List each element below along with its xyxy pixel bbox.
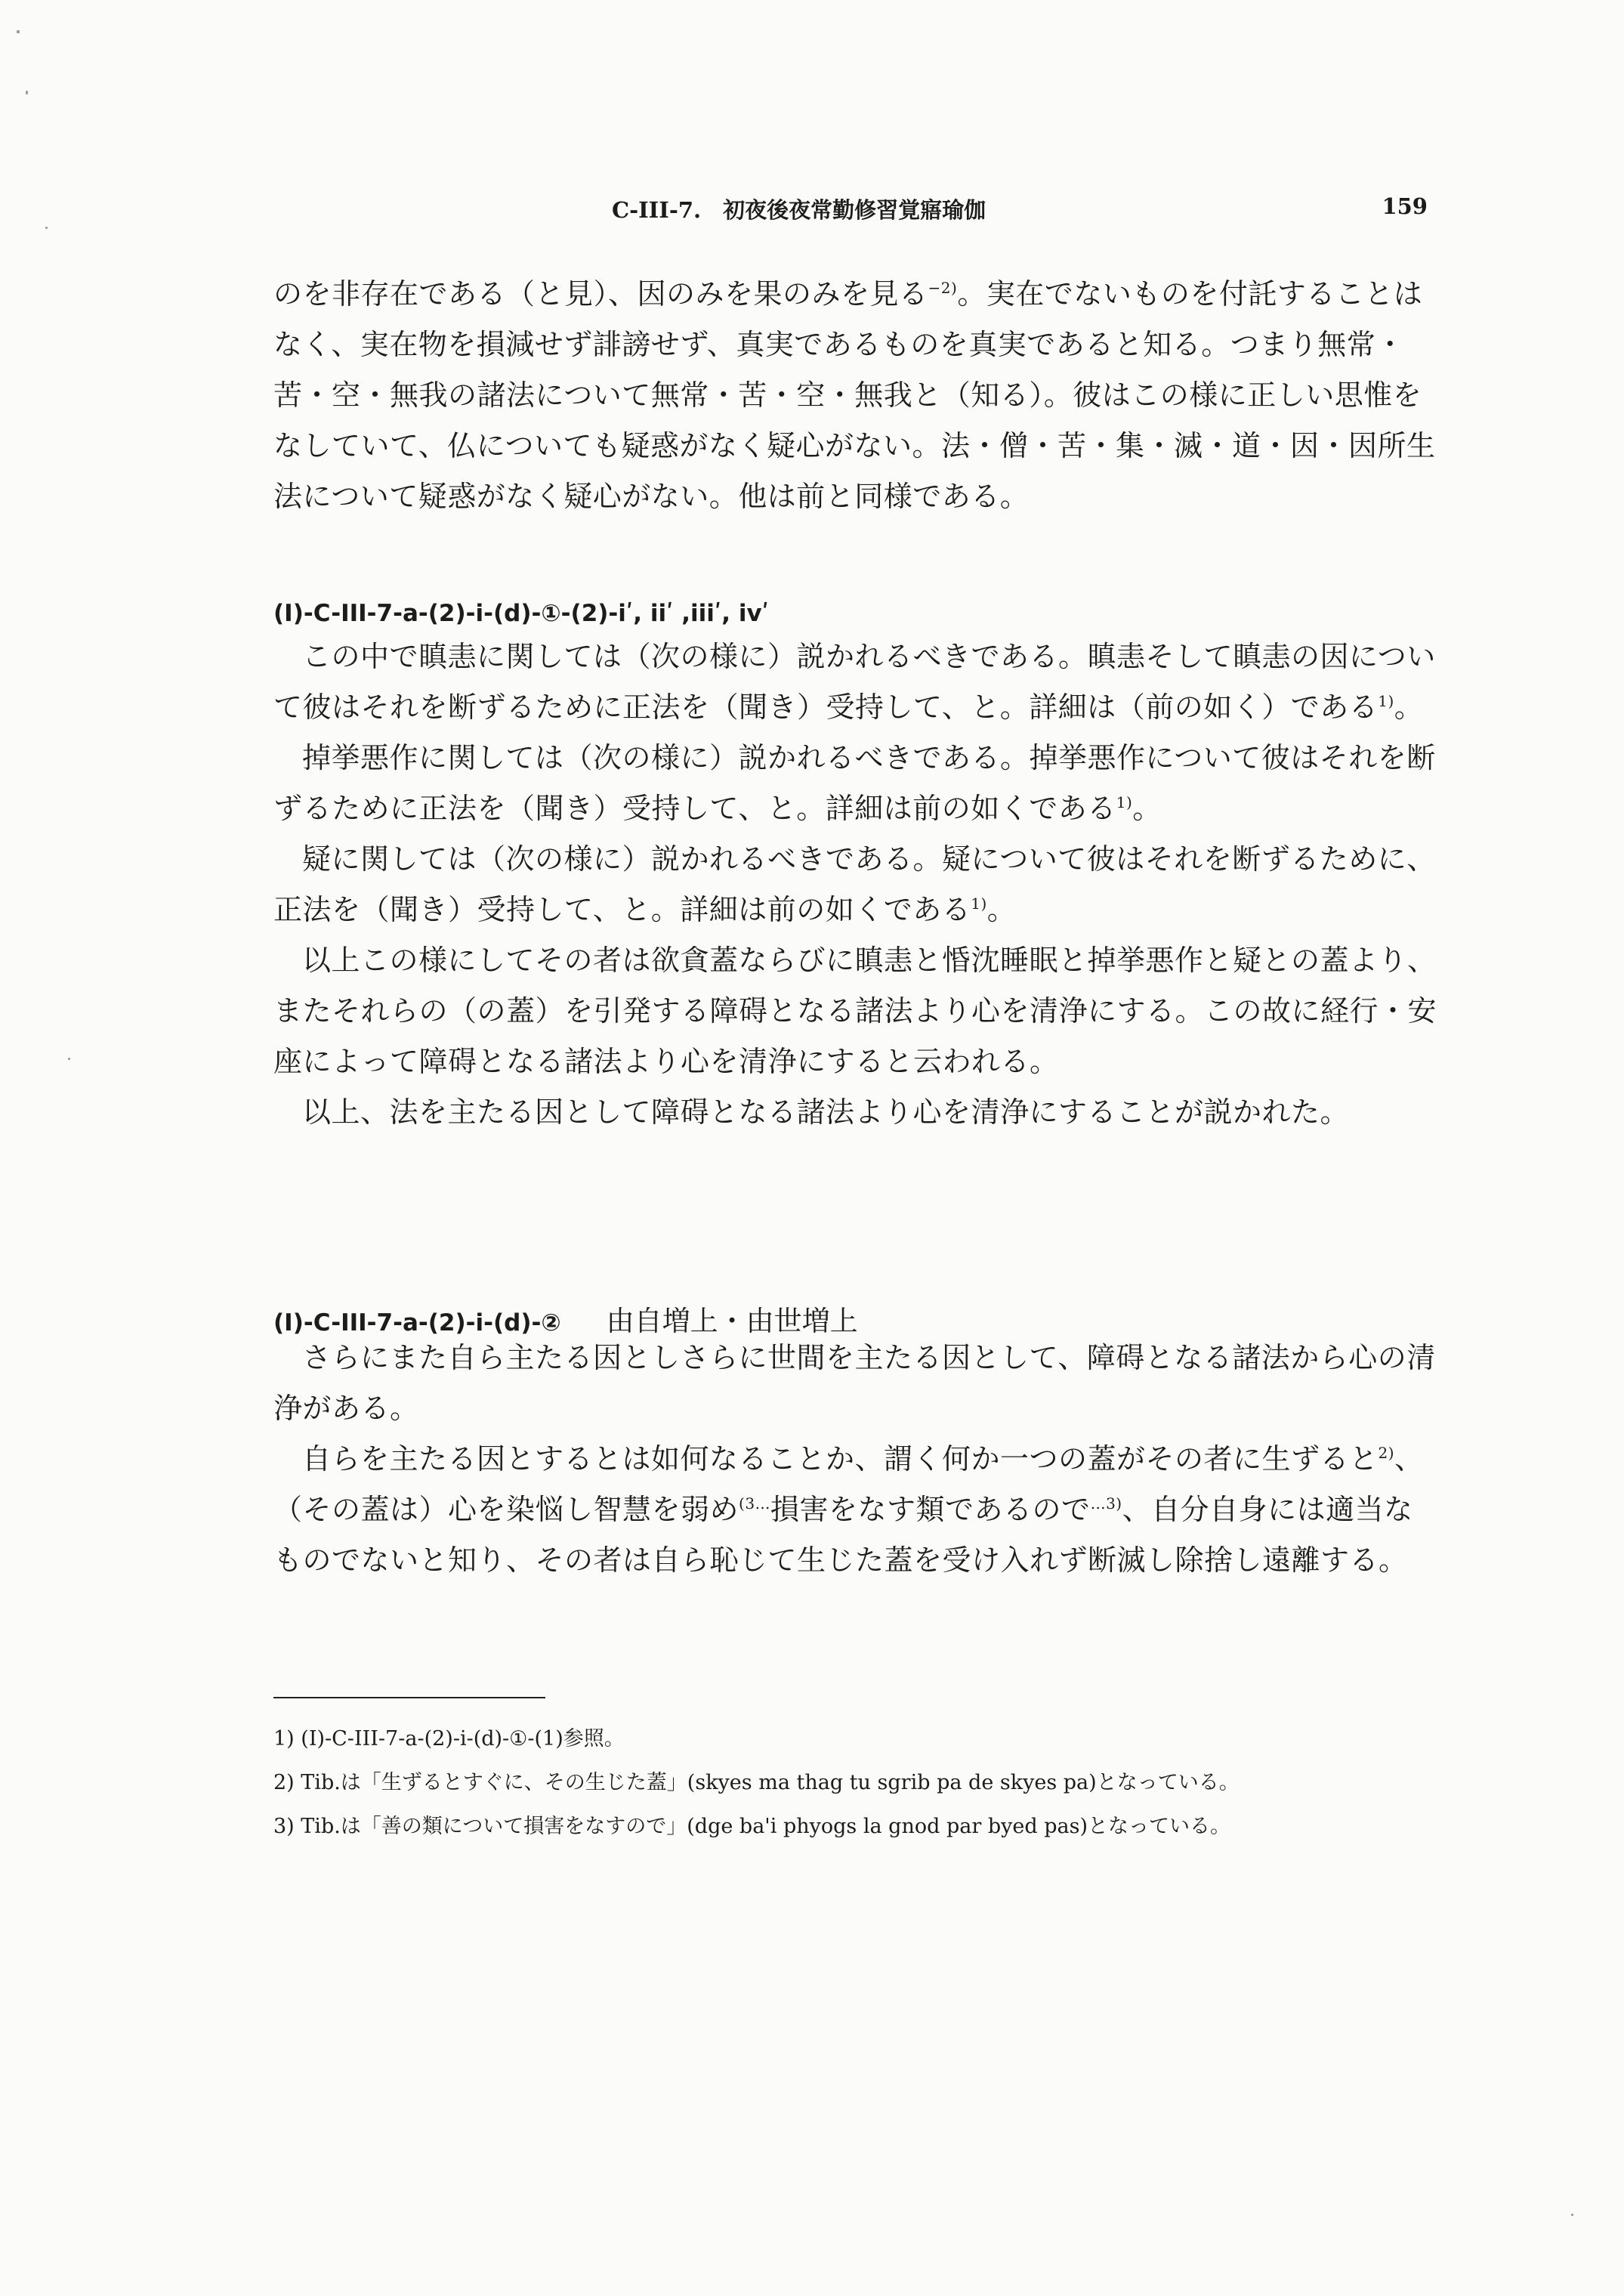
- paragraph: 掉挙悪作に関しては（次の様に）説かれるべきである。掉挙悪作について彼はそれを断ずるために正法を（聞き）受持して、と。詳細は前の如くである$^{1)}$。: [273, 741, 1436, 825]
- section1-body: [273, 632, 1437, 1138]
- paragraph: この中で瞋恚に関しては（次の様に）説かれるべきである。瞋恚そして瞋恚の因について彼はそれを断ずるために正法を（聞き）受持して、と。詳細は（前の如く）である$^{1)}$。: [273, 640, 1436, 724]
- section-heading: (I)-C-III-7-a-(2)-i-(d)-①-(2)-iʹ, iiʹ ,iiiʹ, ivʹ: [273, 600, 770, 627]
- intro-paragraph-block: [273, 269, 1437, 522]
- scan-speck: [68, 1058, 70, 1060]
- section2-body: [273, 1333, 1437, 1586]
- note-ref: −2): [928, 279, 958, 297]
- section-heading-title: 由自増上・由世増上: [606, 1305, 858, 1337]
- paragraph: 以上、法を主たる因として障碍となる諸法より心を清浄にすることが説かれた。: [302, 1095, 1350, 1129]
- note-ref: 2): [1378, 1444, 1395, 1462]
- footnote: 1) (I)-C-III-7-a-(2)-i-(d)-①-(1)参照。: [273, 1727, 625, 1751]
- footnote: 2) Tib.は「生ずるとすぐに、その生じた蓋」(skyes ma thag tu sgrib pa de skyes pa)となっている。: [273, 1771, 1240, 1794]
- note-ref: (3…: [739, 1494, 771, 1513]
- footnotes: [273, 1724, 1452, 1856]
- scan-speck: [17, 30, 20, 33]
- paragraph: さらにまた自ら主たる因としさらに世間を主たる因として、障碍となる諸法から心の清浄がある。: [273, 1341, 1436, 1425]
- paragraph: 自らを主たる因とするとは如何なることか、謂く何か一つの蓋がその者に生ずると$^{2)}$、（その蓋は）心を染悩し智慧を弱め$^{(3\dots}$損害をなす類であるので$^{\dots 3)}$、自分自身には適当なものでないと知り、その者は自ら恥じて生じた蓋を受け入れず断滅し除捨し遠離する。: [273, 1442, 1424, 1577]
- footnote: 3) Tib.は「善の類について損害をなすので」(dge ba'i phyogs la gnod par byed pas)となっている。: [273, 1815, 1230, 1838]
- page-number: 159: [1382, 193, 1428, 219]
- running-header: [612, 193, 1428, 227]
- note-ref: 1): [971, 895, 987, 913]
- note-ref: 1): [1116, 793, 1133, 811]
- intro-paragraph: のを非存在である（と見）、因のみを果のみを見る$^{-2)}$。実在でないものを付託することはなく、実在物を損減せず誹謗せず、真実であるものを真実であると知る。つまり無常・苦・空・無我の諸法について無常・苦・空・無我と（知る）。彼はこの様に正しい思惟をなしていて、仏についても疑惑がなく疑心がない。法・僧・苦・集・滅・道・因・因所生法について疑惑がなく疑心がない。他は前と同様である。: [273, 277, 1436, 513]
- note-ref: …3): [1090, 1494, 1122, 1513]
- footnote-rule: [273, 1697, 545, 1698]
- header-section-title: C-III-7. 初夜後夜常勤修習覚寤瑜伽: [612, 197, 986, 223]
- scan-speck: [1571, 2214, 1573, 2216]
- note-ref: 1): [1378, 692, 1394, 710]
- section-heading: (I)-C-III-7-a-(2)-i-(d)-② 由自増上・由世増上: [273, 1305, 858, 1337]
- paragraph: 疑に関しては（次の様に）説かれるべきである。疑について彼はそれを断ずるために、正法を（聞き）受持して、と。詳細は前の如くである$^{1)}$。: [273, 842, 1436, 926]
- paragraph: 以上この様にしてその者は欲貪蓋ならびに瞋恚と惛沈睡眠と掉挙悪作と疑との蓋より、またそれらの（の蓋）を引発する障碍となる諸法より心を清浄にする。この故に経行・安座によって障碍となる諸法より心を清浄にすると云われる。: [273, 944, 1437, 1078]
- scan-speck: [45, 227, 48, 229]
- scan-speck: [26, 91, 28, 94]
